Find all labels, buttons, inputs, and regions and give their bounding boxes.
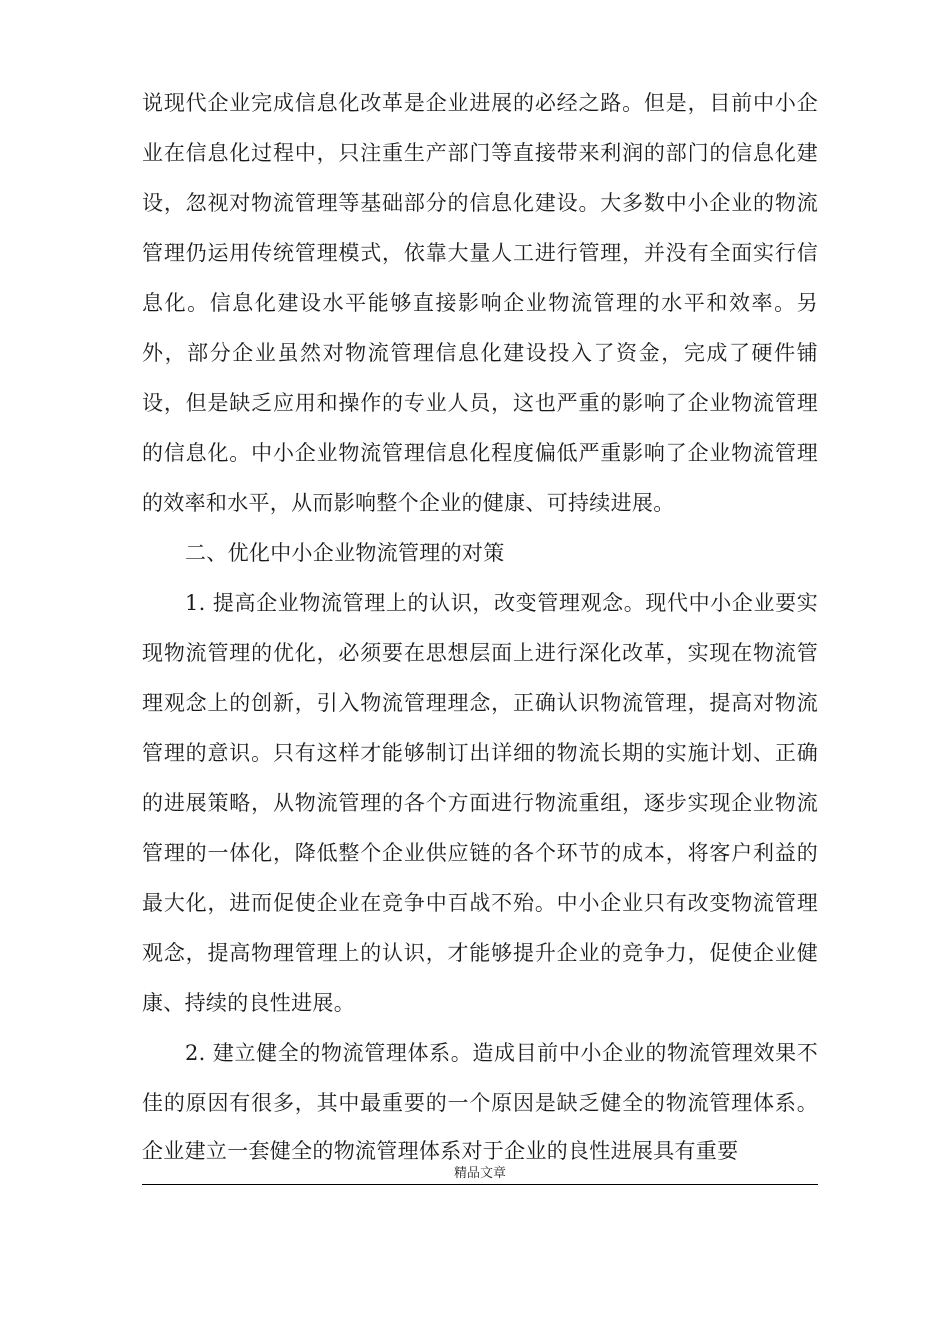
body-text-line: 管理的意识。只有这样才能够制订出详细的物流长期的实施计划、正确 bbox=[142, 741, 818, 765]
body-text-line: 最大化，进而促使企业在竞争中百战不殆。中小企业只有改变物流管理 bbox=[142, 891, 818, 915]
body-text-line: 说现代企业完成信息化改革是企业进展的必经之路。但是，目前中小企 bbox=[142, 91, 818, 115]
body-text-line: 业在信息化过程中，只注重生产部门等直接带来利润的部门的信息化建 bbox=[142, 141, 818, 165]
body-text-line: 的效率和水平，从而影响整个企业的健康、可持续进展。 bbox=[142, 491, 675, 515]
body-text-line: 管理的一体化，降低整个企业供应链的各个环节的成本，将客户利益的 bbox=[142, 841, 818, 865]
body-text-line: 观念，提高物理管理上的认识，才能够提升企业的竞争力，促使企业健 bbox=[142, 941, 818, 965]
footer-divider bbox=[142, 1184, 818, 1185]
body-text-line: 康、持续的良性进展。 bbox=[142, 991, 355, 1015]
body-text-line: 理观念上的创新，引入物流管理理念，正确认识物流管理，提高对物流 bbox=[142, 691, 818, 715]
body-text-line: 企业建立一套健全的物流管理体系对于企业的良性进展具有重要 bbox=[142, 1139, 739, 1163]
body-text-line: 设，但是缺乏应用和操作的专业人员，这也严重的影响了企业物流管理 bbox=[142, 391, 818, 415]
body-text-line: 2. 建立健全的物流管理体系。造成目前中小企业的物流管理效果不 bbox=[185, 1041, 818, 1065]
body-text-line: 外，部分企业虽然对物流管理信息化建设投入了资金，完成了硬件铺 bbox=[142, 341, 818, 365]
footer-label: 精品文章 bbox=[453, 1166, 506, 1181]
body-text-line: 的信息化。中小企业物流管理信息化程度偏低严重影响了企业物流管理 bbox=[142, 441, 818, 465]
body-text-line: 的进展策略，从物流管理的各个方面进行物流重组，逐步实现企业物流 bbox=[142, 791, 818, 815]
section-heading: 二、优化中小企业物流管理的对策 bbox=[185, 541, 505, 565]
body-text-line: 息化。信息化建设水平能够直接影响企业物流管理的水平和效率。另 bbox=[142, 291, 818, 315]
body-text-line: 1. 提高企业物流管理上的认识，改变管理观念。现代中小企业要实 bbox=[185, 591, 818, 615]
body-text-line: 现物流管理的优化，必须要在思想层面上进行深化改革，实现在物流管 bbox=[142, 641, 818, 665]
body-text-line: 管理仍运用传统管理模式，依靠大量人工进行管理，并没有全面实行信 bbox=[142, 241, 818, 265]
body-text-line: 佳的原因有很多，其中最重要的一个原因是缺乏健全的物流管理体系。 bbox=[142, 1091, 818, 1115]
body-text-line: 设，忽视对物流管理等基础部分的信息化建设。大多数中小企业的物流 bbox=[142, 191, 818, 215]
